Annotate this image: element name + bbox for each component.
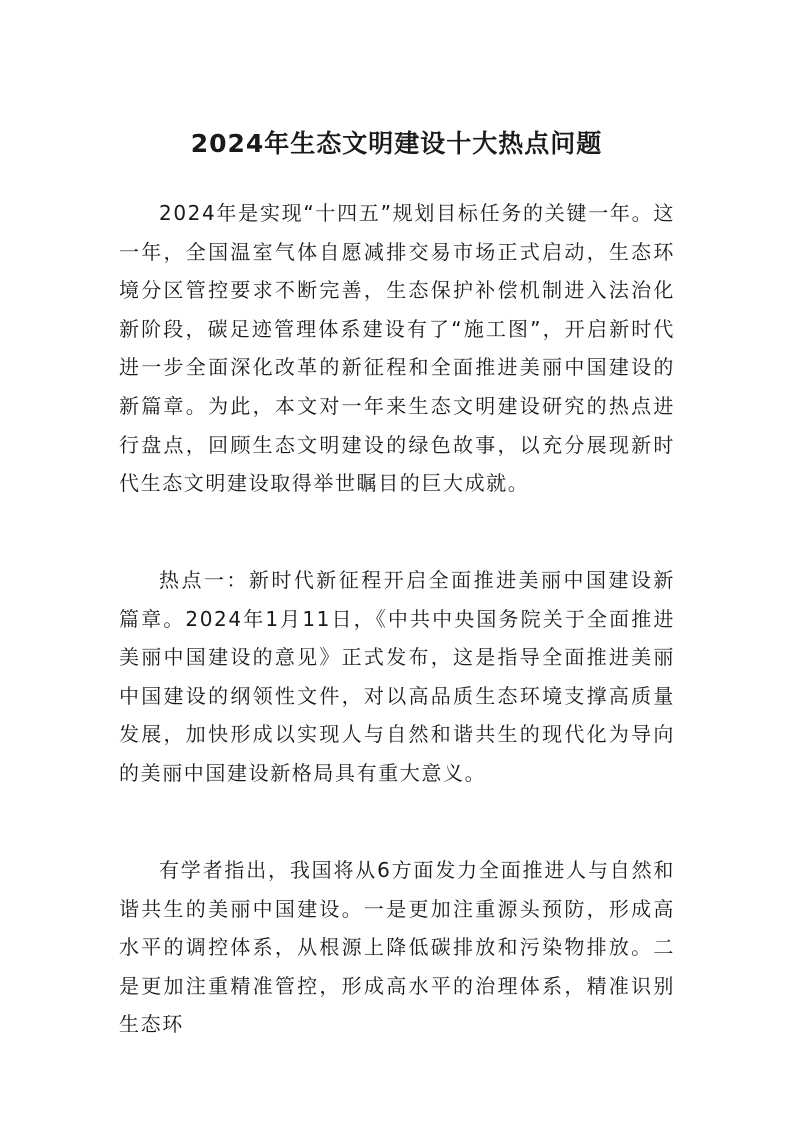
paragraph-hotspot-one: 热点一：新时代新征程开启全面推进美丽中国建设新篇章。2024年1月11日，《中共中央国务院关于全面推进美丽中国建设的意见》正式发布，这是指导全面推进美丽中国建设的纲领性文件，对以高品质生态环境支撑高质量发展，加快形成以实现人与自然和谐共生的现代化为导向的美丽中国建设新格局具有重大意义。 bbox=[119, 568, 675, 785]
paragraph-scholar-view: 有学者指出，我国将从6方面发力全面推进人与自然和谐共生的美丽中国建设。一是更加注重源头预防，形成高水平的调控体系，从根源上降低碳排放和污染物排放。二是更加注重精准管控，形成高水平的治理体系，精准识别生态环 bbox=[119, 858, 675, 1037]
document-title: 2024年生态文明建设十大热点问题 bbox=[190, 129, 603, 158]
paragraph-intro: 2024年是实现“十四五”规划目标任务的关键一年。这一年，全国温室气体自愿减排交易市场正式启动，生态环境分区管控要求不断完善，生态保护补偿机制进入法治化新阶段，碳足迹管理体系建设有了“施工图”，开启新时代进一步全面深化改革的新征程和全面推进美丽中国建设的新篇章。为此，本文对一年来生态文明建设研究的热点进行盘点，回顾生态文明建设的绿色故事，以充分展现新时代生态文明建设取得举世瞩目的巨大成就。 bbox=[119, 201, 675, 496]
